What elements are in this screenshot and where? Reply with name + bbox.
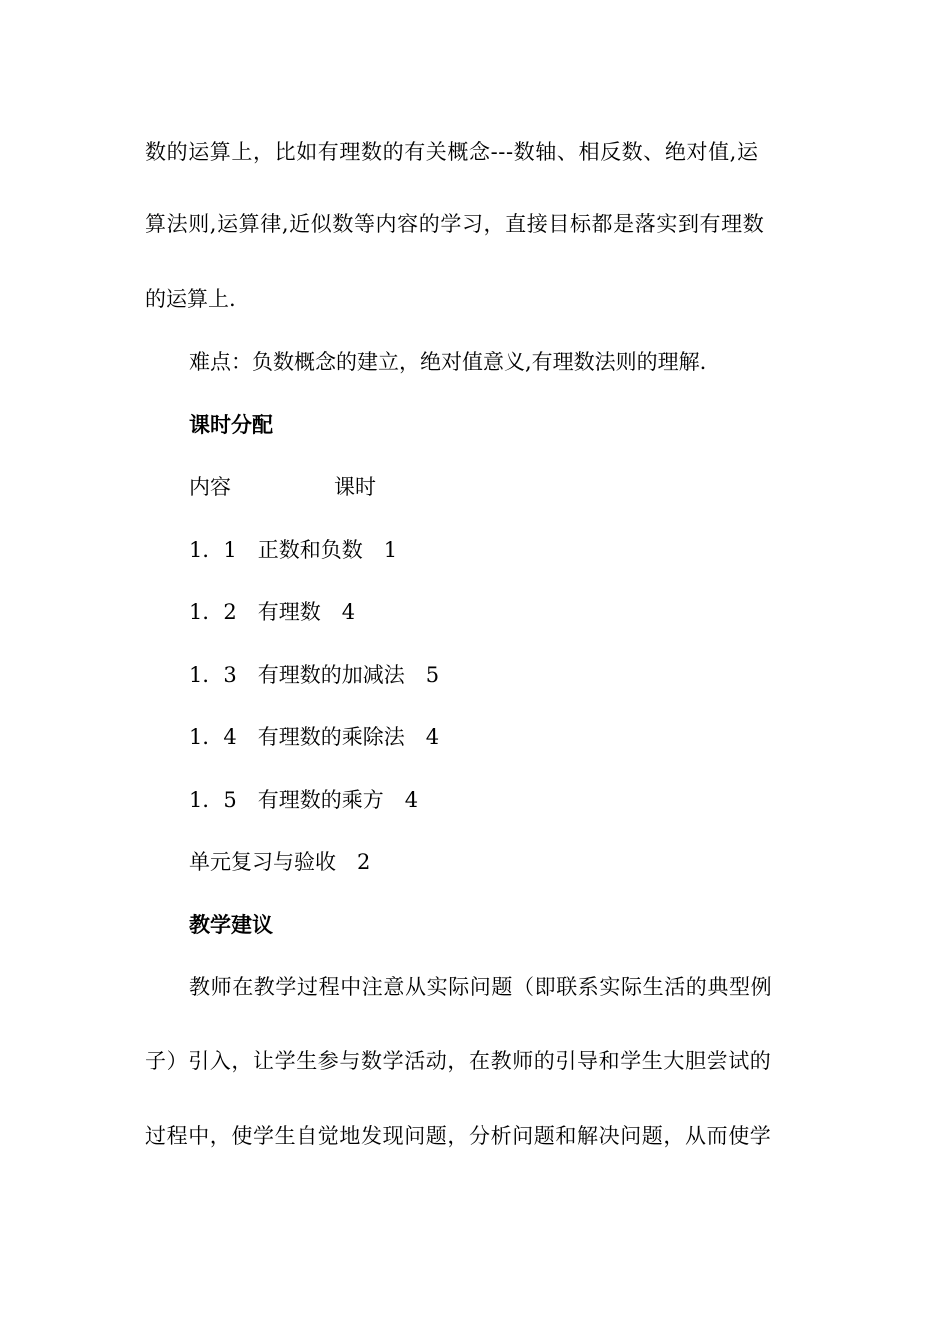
allocation-item: 1．1 正数和负数 1 [189,538,398,562]
allocation-item: 1．2 有理数 4 [189,600,356,624]
difficulty-text: 难点：负数概念的建立，绝对值意义,有理数法则的理解. [189,350,707,374]
allocation-header-content: 内容 [189,475,231,499]
allocation-item: 单元复习与验收 2 [189,850,371,874]
suggestion-line-2: 子）引入，让学生参与数学活动，在教师的引导和学生大胆尝试的 [145,1049,772,1073]
lesson-allocation-heading: 课时分配 [189,412,273,437]
intro-line-1: 数的运算上，比如有理数的有关概念---数轴、相反数、绝对值,运 [145,140,759,164]
allocation-item: 1．4 有理数的乘除法 4 [189,725,440,749]
intro-line-2: 算法则,运算律,近似数等内容的学习，直接目标都是落实到有理数 [145,212,765,236]
suggestion-line-3: 过程中，使学生自觉地发现问题，分析问题和解决问题，从而使学 [145,1124,772,1148]
allocation-item: 1．5 有理数的乘方 4 [189,788,419,812]
allocation-header-hours: 课时 [334,475,376,499]
intro-line-3: 的运算上. [145,287,236,311]
teaching-suggestions-heading: 教学建议 [189,912,273,937]
allocation-item: 1．3 有理数的加减法 5 [189,663,440,687]
suggestion-line-1: 教师在教学过程中注意从实际问题（即联系实际生活的典型例 [189,975,773,999]
